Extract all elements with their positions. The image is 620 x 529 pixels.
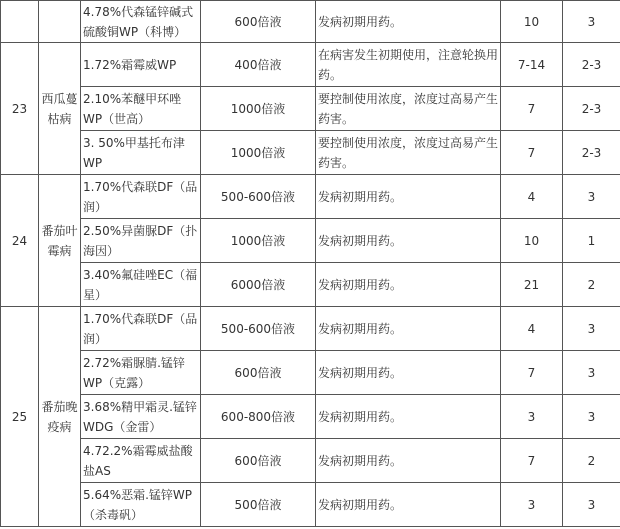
pesticide-cell: 1.70%代森联DF（品润） <box>81 175 201 219</box>
interval-cell: 7 <box>501 87 563 131</box>
usage-cell: 发病初期用药。 <box>316 351 501 395</box>
usage-cell: 要控制使用浓度，浓度过高易产生药害。 <box>316 87 501 131</box>
table-row <box>1 351 620 395</box>
table-row <box>1 307 620 351</box>
interval-cell: 7 <box>501 351 563 395</box>
disease-name: 番茄晚疫病 <box>39 307 81 527</box>
interval-cell: 3 <box>501 483 563 527</box>
table-row <box>1 263 620 307</box>
table-row <box>1 439 620 483</box>
table-row <box>1 131 620 175</box>
usage-cell: 发病初期用药。 <box>316 395 501 439</box>
pesticide-cell: 1.70%代森联DF（品润） <box>81 307 201 351</box>
times-cell: 2-3 <box>563 131 620 175</box>
row-number: 24 <box>1 175 39 307</box>
table-row <box>1 395 620 439</box>
disease-name <box>39 1 81 43</box>
interval-cell: 21 <box>501 263 563 307</box>
dilution-cell: 400倍液 <box>201 43 316 87</box>
pesticide-cell: 3.40%氟硅唑EC（福星） <box>81 263 201 307</box>
dilution-cell: 1000倍液 <box>201 131 316 175</box>
disease-name: 西瓜蔓枯病 <box>39 43 81 175</box>
dilution-cell: 1000倍液 <box>201 219 316 263</box>
times-cell: 2-3 <box>563 43 620 87</box>
usage-cell: 发病初期用药。 <box>316 175 501 219</box>
pesticide-cell: 4.78%代森锰锌碱式硫酸铜WP（科博） <box>81 1 201 43</box>
pesticide-cell: 4.72.2%霜霉威盐酸盐AS <box>81 439 201 483</box>
dilution-cell: 500-600倍液 <box>201 307 316 351</box>
table-row <box>1 483 620 527</box>
disease-name: 番茄叶霉病 <box>39 175 81 307</box>
table-row <box>1 43 620 87</box>
interval-cell: 10 <box>501 1 563 43</box>
pesticide-cell: 3. 50%甲基托布津WP <box>81 131 201 175</box>
times-cell: 2 <box>563 263 620 307</box>
usage-cell: 发病初期用药。 <box>316 307 501 351</box>
pesticide-cell: 1.72%霜霉威WP <box>81 43 201 87</box>
usage-cell: 在病害发生初期使用，注意轮换用药。 <box>316 43 501 87</box>
times-cell: 3 <box>563 1 620 43</box>
times-cell: 3 <box>563 307 620 351</box>
usage-cell: 发病初期用药。 <box>316 439 501 483</box>
times-cell: 3 <box>563 351 620 395</box>
pesticide-cell: 2.10%苯醚甲环唑WP（世高） <box>81 87 201 131</box>
usage-cell: 发病初期用药。 <box>316 483 501 527</box>
dilution-cell: 500倍液 <box>201 483 316 527</box>
table-row <box>1 1 620 43</box>
interval-cell: 7 <box>501 439 563 483</box>
interval-cell: 7 <box>501 131 563 175</box>
usage-cell: 发病初期用药。 <box>316 263 501 307</box>
dilution-cell: 600倍液 <box>201 1 316 43</box>
usage-cell: 发病初期用药。 <box>316 219 501 263</box>
interval-cell: 4 <box>501 175 563 219</box>
usage-cell: 发病初期用药。 <box>316 1 501 43</box>
interval-cell: 10 <box>501 219 563 263</box>
dilution-cell: 600-800倍液 <box>201 395 316 439</box>
times-cell: 2 <box>563 439 620 483</box>
times-cell: 3 <box>563 483 620 527</box>
dilution-cell: 600倍液 <box>201 351 316 395</box>
pesticide-cell: 5.64%恶霜.锰锌WP（杀毒矾） <box>81 483 201 527</box>
dilution-cell: 600倍液 <box>201 439 316 483</box>
dilution-cell: 500-600倍液 <box>201 175 316 219</box>
pesticide-cell: 2.72%霜脲腈.锰锌WP（克露） <box>81 351 201 395</box>
row-number: 23 <box>1 43 39 175</box>
interval-cell: 7-14 <box>501 43 563 87</box>
pesticide-cell: 3.68%精甲霜灵.锰锌WDG（金雷） <box>81 395 201 439</box>
times-cell: 3 <box>563 395 620 439</box>
times-cell: 3 <box>563 175 620 219</box>
dilution-cell: 6000倍液 <box>201 263 316 307</box>
table-row <box>1 175 620 219</box>
table-row <box>1 87 620 131</box>
times-cell: 1 <box>563 219 620 263</box>
times-cell: 2-3 <box>563 87 620 131</box>
interval-cell: 4 <box>501 307 563 351</box>
interval-cell: 3 <box>501 395 563 439</box>
dilution-cell: 1000倍液 <box>201 87 316 131</box>
row-number <box>1 1 39 43</box>
pesticide-cell: 2.50%异菌脲DF（扑海因） <box>81 219 201 263</box>
table-row <box>1 219 620 263</box>
row-number: 25 <box>1 307 39 527</box>
usage-cell: 要控制使用浓度，浓度过高易产生药害。 <box>316 131 501 175</box>
